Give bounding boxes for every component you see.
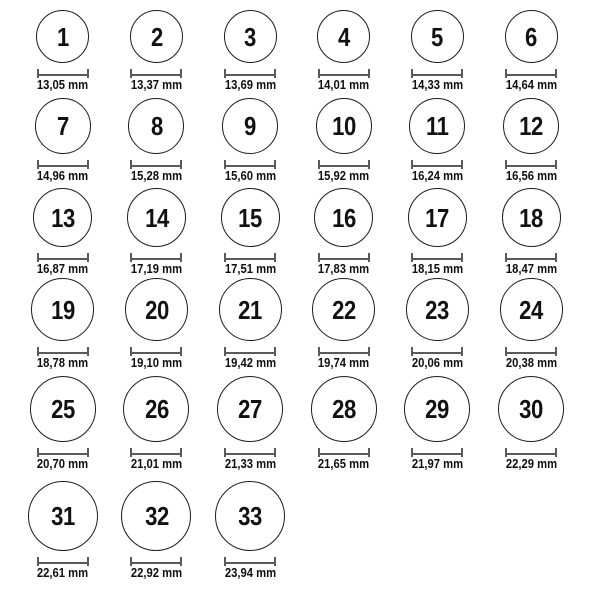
dimension-tick-right [180,160,182,169]
dimension-tick-right [461,347,463,356]
ring-size-cell [203,278,297,370]
ring-circle [224,10,277,63]
ring-circle [128,98,184,154]
ring-circle [125,278,188,341]
ring-size-cell [484,10,578,92]
ring-size-number: 4 [337,21,350,52]
ring-circle [219,278,282,341]
dimension-tick-right [368,69,370,78]
dimension-line [132,453,180,455]
dimension-line-icon [224,347,276,356]
dimension-line-icon [318,253,370,262]
ring-size-number: 33 [238,501,262,531]
dimension-line [39,74,87,76]
dimension-tick-right [368,253,370,262]
dimension-line-icon [224,448,276,457]
ring-size-number: 6 [525,21,538,52]
dimension-line [226,74,274,76]
dimension-line [226,352,274,354]
ring-circle [215,481,285,551]
dimension-line-icon [411,160,463,169]
ring-size-cell [484,98,578,183]
dimension-line [413,453,461,455]
ring-circle [316,98,372,154]
ring-circle [409,98,465,154]
diameter-label: 17,19 mm [130,262,183,276]
dimension-line [413,352,461,354]
dimension-tick-right [180,557,182,566]
ring-size-cell [391,10,485,92]
dimension-line [132,258,180,260]
dimension-tick-right [555,448,557,457]
diameter-label: 16,24 mm [411,169,464,183]
ring-circle [30,376,96,442]
dimension-line [507,165,555,167]
dimension-line [320,453,368,455]
ring-size-cell [297,278,391,370]
dimension-line-icon [318,448,370,457]
dimension-line [226,165,274,167]
dimension-tick-right [180,448,182,457]
ring-size-cell [203,481,297,580]
dimension-line [413,165,461,167]
diameter-label: 22,61 mm [37,566,89,580]
diameter-label: 15,28 mm [130,169,183,183]
dimension-line-icon [505,347,557,356]
dimension-tick-right [87,448,89,457]
ring-circle [33,188,92,247]
dimension-line [507,258,555,260]
ring-size-cell [110,278,204,370]
ring-circle [130,10,183,63]
diameter-label: 21,65 mm [318,457,370,471]
dimension-line-icon [130,557,182,566]
ring-size-number: 23 [425,294,450,325]
ring-size-number: 25 [50,394,75,424]
dimension-tick-right [87,160,89,169]
diameter-label: 20,70 mm [37,457,89,471]
dimension-tick-right [555,160,557,169]
dimension-tick-right [87,253,89,262]
chart-row [16,471,578,580]
dimension-tick-right [180,347,182,356]
dimension-line-icon [37,69,89,78]
dimension-line-icon [318,347,370,356]
ring-circle [411,10,464,63]
diameter-label: 16,56 mm [505,169,557,183]
ring-circle [123,376,189,442]
ring-size-number: 8 [150,111,163,141]
dimension-tick-right [274,69,276,78]
diameter-label: 18,78 mm [37,356,89,370]
dimension-tick-right [461,253,463,262]
ring-size-cell [16,10,110,92]
ring-size-number: 11 [426,111,449,141]
dimension-tick-right [180,253,182,262]
diameter-label: 19,42 mm [224,356,276,370]
diameter-label: 18,47 mm [505,262,557,276]
ring-circle [28,481,98,551]
dimension-tick-right [274,557,276,566]
chart-row [16,370,578,471]
dimension-tick-right [274,347,276,356]
ring-circle [502,188,561,247]
dimension-line [39,165,87,167]
dimension-line-icon [130,347,182,356]
dimension-line-icon [130,69,182,78]
dimension-line [226,258,274,260]
ring-size-cell [484,278,578,370]
diameter-label: 19,74 mm [318,356,370,370]
ring-size-number: 27 [238,394,262,424]
ring-circle [406,278,469,341]
dimension-tick-right [274,160,276,169]
diameter-label: 14,96 mm [37,169,89,183]
ring-size-number: 2 [150,21,163,52]
ring-circle [121,481,191,551]
diameter-label: 13,05 mm [37,78,89,92]
ring-circle [500,278,563,341]
dimension-line-icon [37,448,89,457]
ring-size-cell [391,98,485,183]
ring-size-cell [484,376,578,471]
dimension-line-icon [505,253,557,262]
chart-row [16,276,578,370]
dimension-line [132,165,180,167]
dimension-line-icon [505,69,557,78]
ring-size-number: 16 [331,202,356,233]
ring-size-cell [16,376,110,471]
diameter-label: 23,94 mm [224,566,276,580]
dimension-tick-right [555,253,557,262]
ring-size-number: 1 [56,21,69,52]
ring-size-number: 18 [519,202,543,233]
dimension-line [226,453,274,455]
diameter-label: 20,38 mm [505,356,557,370]
dimension-tick-right [274,448,276,457]
diameter-label: 17,51 mm [224,262,276,276]
ring-size-number: 14 [144,202,169,233]
ring-size-cell [484,188,578,276]
ring-circle [404,376,470,442]
dimension-line [507,352,555,354]
ring-size-cell [110,376,204,471]
ring-size-number: 20 [144,294,169,325]
dimension-line-icon [130,160,182,169]
ring-size-cell [203,188,297,276]
diameter-label: 16,87 mm [37,262,89,276]
ring-size-cell [16,481,110,580]
ring-size-cell [16,98,110,183]
diameter-label: 15,60 mm [224,169,276,183]
dimension-line [320,165,368,167]
dimension-line-icon [37,253,89,262]
ring-size-number: 12 [519,111,543,141]
ring-size-number: 10 [331,111,356,141]
dimension-tick-right [461,69,463,78]
dimension-line-icon [37,160,89,169]
chart-row [16,4,578,92]
dimension-line [413,74,461,76]
dimension-line [132,352,180,354]
dimension-line-icon [411,347,463,356]
ring-circle [312,278,375,341]
ring-size-cell [16,188,110,276]
dimension-tick-right [368,160,370,169]
dimension-tick-right [180,69,182,78]
ring-size-cell [203,10,297,92]
diameter-label: 14,33 mm [411,78,464,92]
ring-size-number: 13 [50,202,75,233]
ring-size-cell [110,188,204,276]
ring-size-number: 22 [331,294,356,325]
chart-row [16,183,578,276]
diameter-label: 22,92 mm [130,566,183,580]
ring-circle [317,10,370,63]
dimension-line [132,562,180,564]
dimension-line-icon [130,448,182,457]
dimension-line-icon [411,448,463,457]
dimension-line [507,74,555,76]
dimension-line-icon [505,448,557,457]
dimension-tick-right [461,448,463,457]
ring-size-cell [297,10,391,92]
dimension-tick-right [274,253,276,262]
ring-circle [221,188,280,247]
ring-size-cell [297,376,391,471]
ring-size-number: 29 [425,394,450,424]
ring-circle [127,188,186,247]
diameter-label: 19,10 mm [130,356,183,370]
dimension-line [39,352,87,354]
dimension-line [413,258,461,260]
dimension-tick-right [368,448,370,457]
ring-size-cell [203,98,297,183]
ring-size-cell [391,188,485,276]
ring-size-cell [297,188,391,276]
ring-size-number: 26 [144,394,169,424]
ring-circle [35,98,91,154]
dimension-line-icon [224,160,276,169]
dimension-line [39,258,87,260]
ring-circle [408,188,467,247]
dimension-line-icon [318,69,370,78]
chart-row [16,92,578,183]
ring-circle [222,98,278,154]
ring-size-number: 3 [244,21,257,52]
diameter-label: 22,29 mm [505,457,557,471]
dimension-line [226,562,274,564]
ring-size-number: 17 [425,202,450,233]
dimension-line-icon [37,557,89,566]
ring-circle [36,10,89,63]
ring-size-cell [110,98,204,183]
ring-size-cell [297,98,391,183]
dimension-line-icon [411,253,463,262]
ring-size-number: 9 [244,111,257,141]
dimension-line-icon [318,160,370,169]
ring-size-cell [391,278,485,370]
ring-size-number: 30 [519,394,543,424]
diameter-label: 14,64 mm [505,78,557,92]
ring-circle [217,376,283,442]
dimension-line-icon [224,69,276,78]
diameter-label: 13,37 mm [130,78,183,92]
ring-size-number: 28 [331,394,356,424]
dimension-tick-right [87,557,89,566]
ring-size-number: 19 [50,294,75,325]
dimension-line-icon [224,253,276,262]
dimension-tick-right [87,69,89,78]
ring-circle [505,10,558,63]
diameter-label: 13,69 mm [224,78,276,92]
dimension-tick-right [87,347,89,356]
dimension-line [320,258,368,260]
dimension-line [507,453,555,455]
dimension-line-icon [411,69,463,78]
ring-circle [503,98,559,154]
dimension-tick-right [368,347,370,356]
dimension-tick-right [461,160,463,169]
diameter-label: 21,01 mm [130,457,183,471]
ring-circle [311,376,377,442]
ring-size-cell [391,376,485,471]
dimension-line [320,74,368,76]
dimension-tick-right [555,347,557,356]
dimension-line [132,74,180,76]
ring-circle [314,188,373,247]
ring-size-cell [16,278,110,370]
ring-circle [498,376,564,442]
ring-size-number: 15 [238,202,262,233]
dimension-line-icon [130,253,182,262]
dimension-line [320,352,368,354]
ring-size-number: 5 [431,21,444,52]
ring-circle [31,278,94,341]
dimension-tick-right [555,69,557,78]
ring-size-number: 7 [56,111,69,141]
diameter-label: 21,97 mm [411,457,464,471]
dimension-line-icon [505,160,557,169]
ring-size-cell [110,481,204,580]
ring-size-cell [203,376,297,471]
diameter-label: 15,92 mm [318,169,370,183]
diameter-label: 21,33 mm [224,457,276,471]
dimension-line [39,562,87,564]
dimension-line-icon [224,557,276,566]
diameter-label: 18,15 mm [411,262,464,276]
dimension-line [39,453,87,455]
ring-size-number: 24 [519,294,543,325]
diameter-label: 17,83 mm [318,262,370,276]
diameter-label: 20,06 mm [411,356,464,370]
ring-size-number: 31 [50,501,75,531]
ring-size-number: 32 [144,501,169,531]
ring-size-number: 21 [238,294,262,325]
diameter-label: 14,01 mm [318,78,370,92]
ring-size-cell [110,10,204,92]
dimension-line-icon [37,347,89,356]
